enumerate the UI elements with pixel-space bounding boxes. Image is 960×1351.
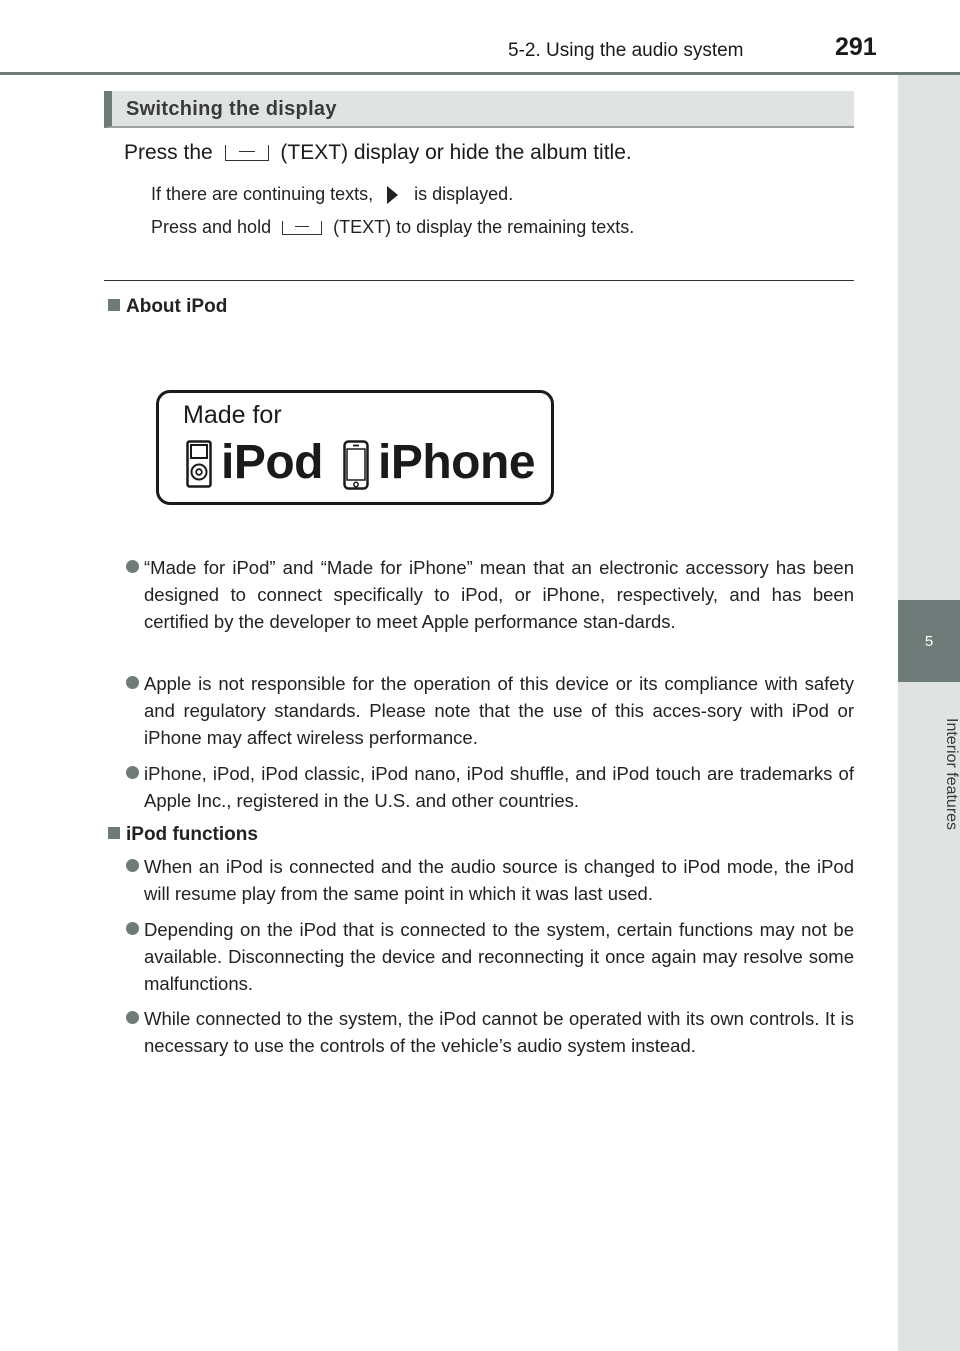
- side-tab-upper: [898, 75, 960, 600]
- logo-ipod: iPod: [221, 436, 323, 489]
- bullet-text: Apple is not responsible for the operation of this device or its compliance with safety and regulatory standards. Please note that the use of this acces-sory with iPod or iPhone may affect wireless performance.: [144, 673, 854, 748]
- logo-iphone: iPhone: [378, 436, 536, 489]
- list-item: [126, 1005, 854, 1059]
- square-bullet-icon: [108, 299, 120, 311]
- section-heading-bar: [104, 91, 854, 128]
- made-for-ipod-iphone-logo: [156, 390, 554, 505]
- display-instruction: [124, 141, 632, 165]
- note-text-after: is displayed.: [414, 184, 514, 204]
- list-item: [126, 760, 854, 814]
- bullet-dot-icon: [126, 859, 139, 872]
- iphone-device-icon: [343, 440, 369, 490]
- header-divider: [0, 72, 960, 75]
- bullet-dot-icon: [126, 1011, 139, 1024]
- list-item: [126, 916, 854, 997]
- note-text-before: If there are continuing texts,: [151, 184, 374, 204]
- instruction-text-before: Press the: [124, 141, 213, 164]
- ipod-functions-title: iPod functions: [126, 824, 258, 845]
- text-key-icon: [225, 145, 269, 161]
- ipod-device-icon: [186, 440, 212, 488]
- continuing-text-note: [151, 184, 513, 205]
- ipod-functions-heading: [108, 824, 258, 846]
- press-hold-note: [151, 217, 634, 238]
- chapter-title: Interior features: [943, 717, 960, 831]
- bullet-text: “Made for iPod” and “Made for iPhone” mean that an electronic accessory has been designed to connect specifically to iPod, or iPhone, respectively, and has been certified by the developer to meet Apple performance stan-dards.: [144, 557, 854, 632]
- hold-text-after: (TEXT) to display the remaining texts.: [333, 217, 635, 237]
- section-divider: [104, 280, 854, 281]
- about-ipod-heading: [108, 296, 227, 318]
- bullet-dot-icon: [126, 560, 139, 573]
- square-bullet-icon: [108, 827, 120, 839]
- bullet-dot-icon: [126, 922, 139, 935]
- text-key-icon: [282, 221, 322, 235]
- continue-arrow-icon: [387, 186, 398, 204]
- chapter-title-tab: [898, 682, 960, 1351]
- logo-made-for: Made for: [183, 401, 282, 429]
- chapter-number-tab: [898, 600, 960, 682]
- bullet-dot-icon: [126, 676, 139, 689]
- chapter-number: 5: [924, 632, 934, 650]
- bullet-text: iPhone, iPod, iPod classic, iPod nano, iPod shuffle, and iPod touch are trademarks of Apple Inc., registered in the U.S. and other countries.: [144, 763, 854, 811]
- about-ipod-title: About iPod: [126, 296, 228, 317]
- hold-text-before: Press and hold: [151, 217, 272, 237]
- section-heading: Switching the display: [126, 98, 337, 120]
- bullet-text: Depending on the iPod that is connected to the system, certain functions may not be available. Disconnecting the device and reconnecting it once again may resolve some malfunctions.: [144, 919, 854, 994]
- page-number: 291: [835, 33, 877, 61]
- header-section-title: 5-2. Using the audio system: [508, 40, 744, 61]
- bullet-dot-icon: [126, 766, 139, 779]
- instruction-text-after: (TEXT) display or hide the album title.: [280, 141, 632, 164]
- bullet-text: While connected to the system, the iPod cannot be operated with its own controls. It is necessary to use the controls of the vehicle’s audio system instead.: [144, 1008, 854, 1056]
- list-item: [126, 853, 854, 907]
- bullet-text: When an iPod is connected and the audio source is changed to iPod mode, the iPod will resume play from the same point in which it was last used.: [144, 856, 854, 904]
- list-item: [126, 670, 854, 751]
- list-item: [126, 554, 854, 635]
